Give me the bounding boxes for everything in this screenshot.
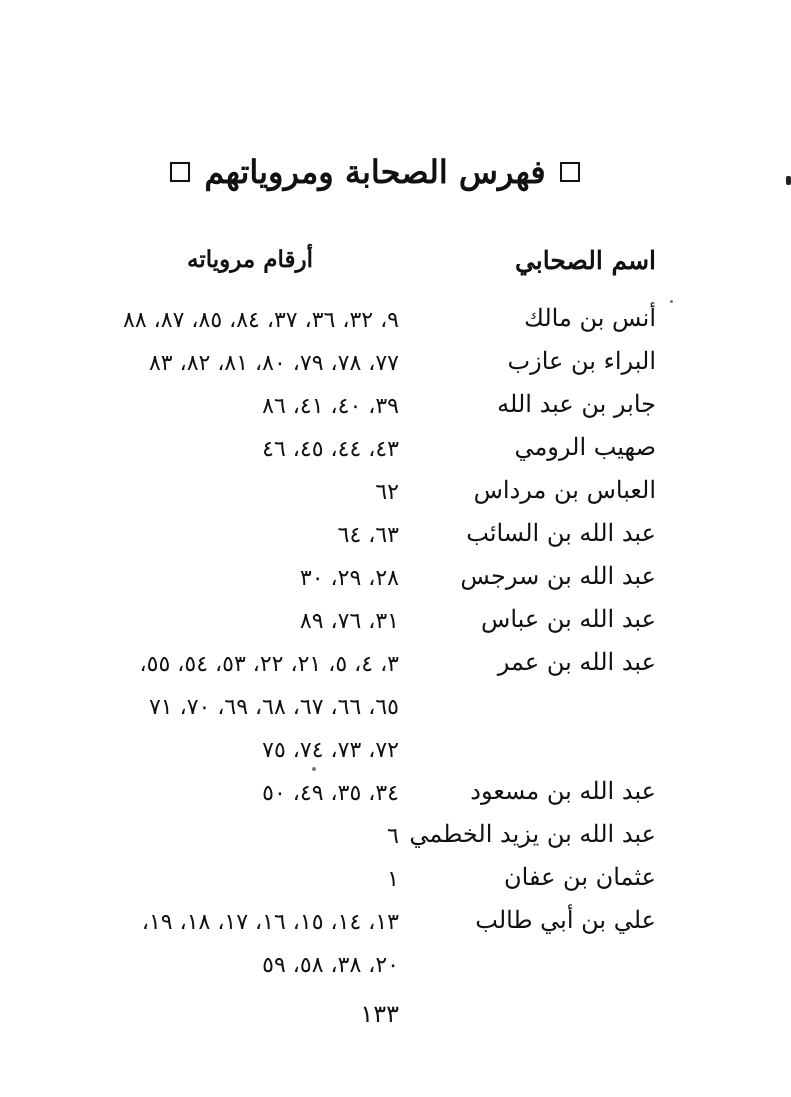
companion-name-header: اسم الصحابي — [514, 246, 656, 275]
narration-numbers-line: ٦٢ — [375, 480, 399, 505]
narration-numbers — [300, 605, 399, 648]
index-title-text: فهرس الصحابة ومروياتهم — [204, 153, 546, 191]
companion-name: عبد الله بن يزيد الخطمي — [409, 820, 656, 848]
companion-name: عبد الله بن سرجس — [460, 562, 656, 590]
narration-numbers — [387, 820, 399, 863]
companions-list — [0, 300, 791, 988]
scan-edge-mark — [786, 176, 791, 185]
companion-name: عبد الله بن عمر — [497, 648, 656, 676]
scan-speck — [670, 300, 673, 303]
narration-numbers-line: ٣١، ٧٦، ٨٩ — [299, 609, 399, 634]
index-title — [150, 150, 600, 194]
narration-numbers-line: ٣٤، ٣٥، ٤٩، ٥٠ — [262, 781, 399, 806]
companion-row — [0, 816, 791, 859]
scan-speck — [312, 767, 316, 771]
narration-numbers-line: ١ — [387, 867, 399, 892]
narration-numbers-line: ٧٧، ٧٨، ٧٩، ٨٠، ٨١، ٨٢، ٨٣ — [148, 351, 399, 376]
companion-name: البراء بن عازب — [507, 347, 656, 375]
companion-row — [0, 773, 791, 816]
narration-numbers-line: ٢٨، ٢٩، ٣٠ — [299, 566, 399, 591]
narration-numbers-header: أرقام مروياته — [186, 246, 313, 273]
companion-row — [0, 601, 791, 644]
companion-name: عبد الله بن مسعود — [470, 777, 656, 805]
narration-numbers — [262, 777, 399, 820]
companion-row — [0, 558, 791, 601]
page-number: ١٣٣ — [360, 1000, 399, 1028]
companion-name: جابر بن عبد الله — [497, 390, 656, 418]
narration-numbers — [140, 648, 399, 777]
companion-name: عثمان بن عفان — [504, 863, 656, 891]
companion-name: علي بن أبي طالب — [475, 906, 656, 934]
companion-row — [0, 472, 791, 515]
square-ornament-icon — [560, 162, 580, 182]
narration-numbers-line: ٩، ٣٢، ٣٦، ٣٧، ٨٤، ٨٥، ٨٧، ٨٨ — [123, 308, 399, 333]
narration-numbers — [149, 347, 399, 390]
narration-numbers-line: ٢٠، ٣٨، ٥٨، ٥٩ — [262, 953, 399, 978]
companion-row — [0, 429, 791, 472]
narration-numbers — [387, 863, 399, 906]
companion-name: صهيب الرومي — [514, 433, 656, 461]
narration-numbers-line: ٦٣، ٦٤ — [337, 523, 399, 548]
companion-name: عبد الله بن عباس — [481, 605, 656, 633]
narration-numbers — [123, 304, 399, 347]
square-ornament-icon — [170, 162, 190, 182]
companion-name: العباس بن مرداس — [473, 476, 656, 504]
narration-numbers-line: ٣٩، ٤٠، ٤١، ٨٦ — [262, 394, 399, 419]
narration-numbers — [262, 390, 399, 433]
narration-numbers — [262, 433, 399, 476]
narration-numbers-line: ٧٢، ٧٣، ٧٤، ٧٥ — [262, 738, 399, 763]
narration-numbers-line: ٦٥، ٦٦، ٦٧، ٦٨، ٦٩، ٧٠، ٧١ — [148, 695, 399, 720]
companion-row — [0, 300, 791, 343]
companion-name: عبد الله بن السائب — [466, 519, 656, 547]
companion-name: أنس بن مالك — [524, 304, 656, 332]
narration-numbers-line: ٤٣، ٤٤، ٤٥، ٤٦ — [262, 437, 399, 462]
companion-row — [0, 644, 791, 773]
companion-row — [0, 343, 791, 386]
narration-numbers-line: ٦ — [387, 824, 399, 849]
narration-numbers — [300, 562, 399, 605]
narration-numbers — [142, 906, 399, 992]
narration-numbers — [375, 476, 399, 519]
narration-numbers-line: ١٣، ١٤، ١٥، ١٦، ١٧، ١٨، ١٩، — [141, 910, 399, 935]
narration-numbers-line: ٣، ٤، ٥، ٢١، ٢٢، ٥٣، ٥٤، ٥٥، — [139, 652, 399, 677]
companion-row — [0, 859, 791, 902]
narration-numbers — [338, 519, 399, 562]
companion-row — [0, 515, 791, 558]
companion-row — [0, 386, 791, 429]
companion-row — [0, 902, 791, 988]
